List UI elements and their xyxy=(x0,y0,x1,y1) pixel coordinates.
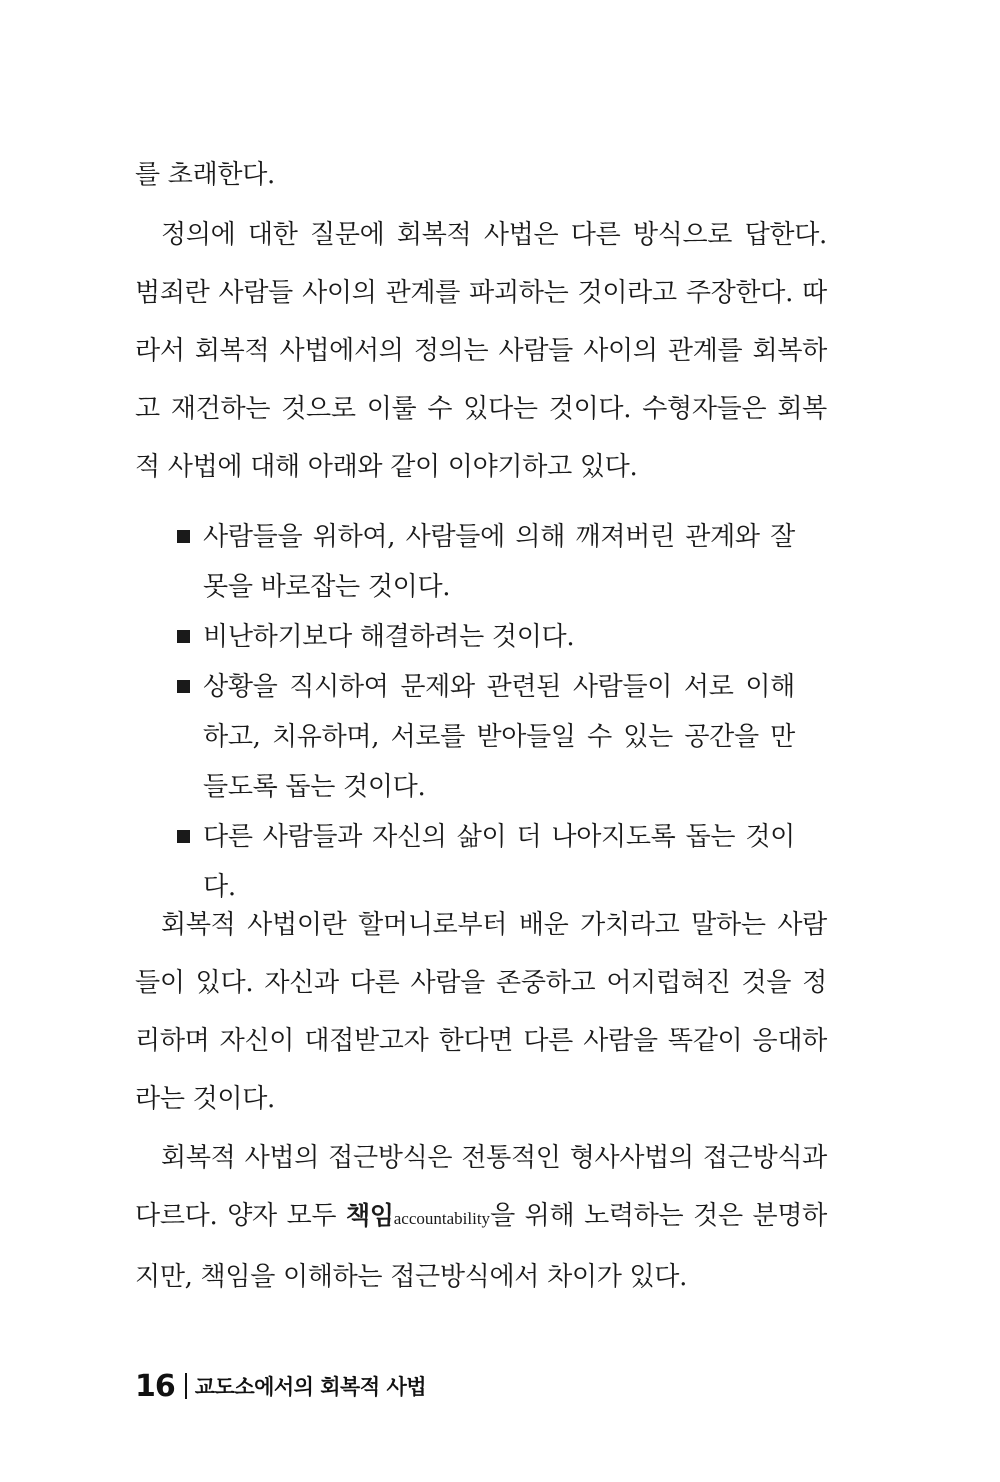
paragraph-text-end: 을 위해 노력하는 것은 분명하지만, 책임을 이해하는 접근방식에서 차이가 있다. xyxy=(135,1201,827,1292)
bullet-item xyxy=(175,512,795,612)
page-number: 16 xyxy=(135,1368,175,1404)
paragraph-grandmother-values: 회복적 사법이란 할머니로부터 배운 가치라고 말하는 사람들이 있다. 자신과 다른 사람을 존중하고 어지럽혀진 것을 정리하며 자신이 대접받고자 한다면 다른 사람을 똑같이 응대하라는 것이다. xyxy=(135,910,827,1114)
paragraph-justice-definition: 정의에 대한 질문에 회복적 사법은 다른 방식으로 답한다. 범죄란 사람들 사이의 관계를 파괴하는 것이라고 주장한다. 따라서 회복적 사법에서의 정의는 사람들 사이의 관계를 회복하고 재건하는 것으로 이룰 수 있다는 것이다. 수형자들은 회복적 사법에 대해 아래와 같이 이야기하고 있다. xyxy=(135,220,827,482)
bullet-item xyxy=(175,612,795,662)
page-footer xyxy=(135,1366,426,1406)
bullet-square-icon xyxy=(177,830,190,843)
paragraph-text-start: 회복적 사법의 접근방식은 전통적인 형사사법의 접근방식과 다르다. 양자 모두 xyxy=(135,1143,827,1231)
term-responsibility: 책임 xyxy=(346,1201,394,1230)
paragraph-approach-difference xyxy=(135,1129,827,1306)
bullet-text: 사람들을 위하여, 사람들에 의해 깨져버린 관계와 잘못을 바로잡는 것이다. xyxy=(203,522,795,602)
bullet-item xyxy=(175,662,795,812)
bullet-text: 다른 사람들과 자신의 삶이 더 나아지도록 돕는 것이다. xyxy=(203,822,795,902)
running-book-title: 교도소에서의 회복적 사법 xyxy=(194,1375,427,1399)
term-gloss-accountability: accountability xyxy=(393,1209,491,1228)
bullet-text: 상황을 직시하여 문제와 관련된 사람들이 서로 이해하고, 치유하며, 서로를 받아들일 수 있는 공간을 만들도록 돕는 것이다. xyxy=(203,672,795,802)
footer-divider xyxy=(185,1373,187,1399)
bullet-square-icon xyxy=(177,680,190,693)
bullet-text: 비난하기보다 해결하려는 것이다. xyxy=(203,622,575,652)
paragraph-continuation: 를 초래한다. xyxy=(135,160,276,190)
bullet-square-icon xyxy=(177,530,190,543)
bullet-list xyxy=(175,512,795,912)
bullet-square-icon xyxy=(177,630,190,643)
